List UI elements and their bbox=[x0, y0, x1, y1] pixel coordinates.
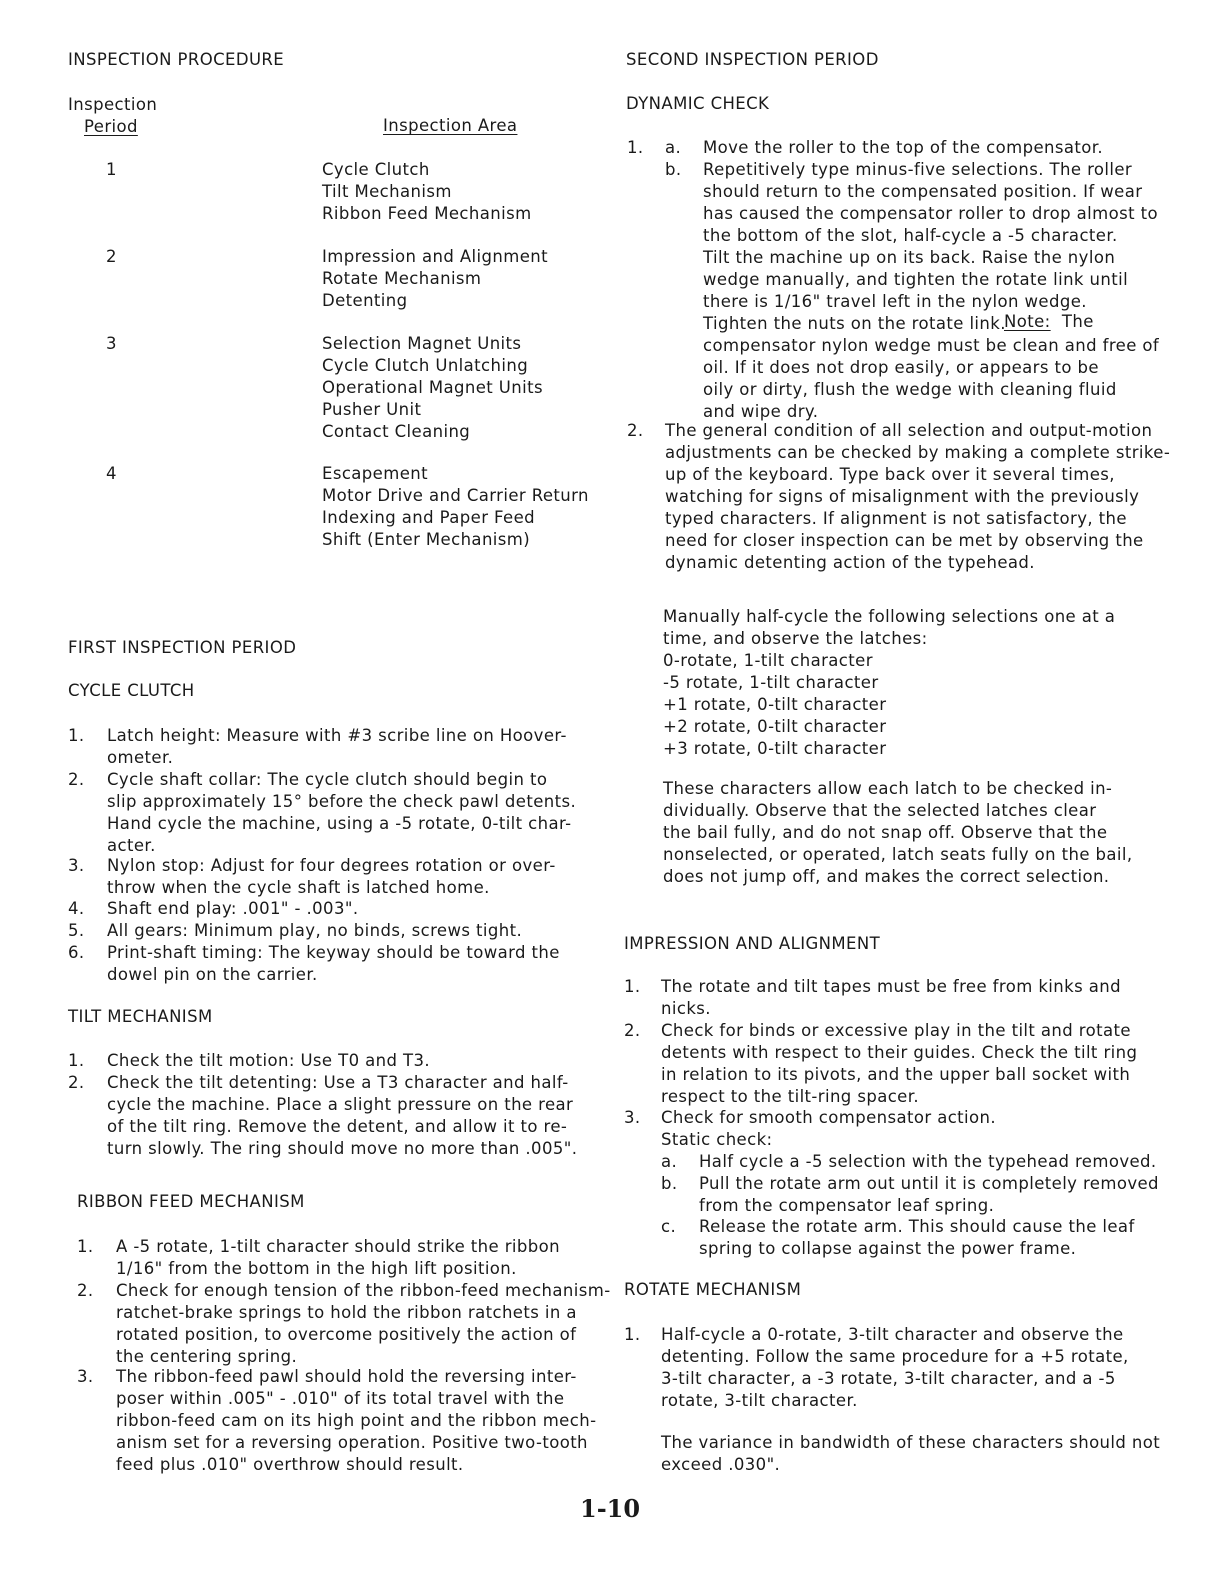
dynamic-2-line: watching for signs of misalignment with the previously bbox=[665, 487, 1140, 506]
dynamic-2-line: adjustments can be checked by making a complete strike- bbox=[665, 443, 1171, 462]
cycle-clutch-item-number: 3. bbox=[68, 856, 85, 875]
impression-2-line: detents with respect to their guides. Check the tilt ring bbox=[661, 1043, 1138, 1062]
static-a-line: Half cycle a -5 selection with the typehead removed. bbox=[699, 1152, 1157, 1171]
impression-item1-number: 1. bbox=[624, 977, 641, 996]
impression-2-line: respect to the tilt-ring spacer. bbox=[661, 1087, 920, 1106]
dynamic-b-line: there is 1/16" travel left in the nylon wedge. bbox=[703, 292, 1087, 311]
manual-half-cycle-line: Manually half-cycle the following selections one at a bbox=[663, 607, 1116, 626]
area-column-header: Inspection Area bbox=[383, 116, 518, 135]
note-tail: The bbox=[1061, 312, 1094, 331]
ribbon-item-line: ratchet-brake springs to hold the ribbon ratchets in a bbox=[116, 1303, 577, 1322]
ribbon-item-line: the centering spring. bbox=[116, 1347, 298, 1366]
rotate-variance-line: exceed .030". bbox=[661, 1455, 781, 1474]
latch-check-line: the bail fully, and do not snap off. Observe that the bbox=[663, 823, 1108, 842]
manual-half-cycle-line: 0-rotate, 1-tilt character bbox=[663, 651, 873, 670]
dynamic-b-line: wedge manually, and tighten the rotate link until bbox=[703, 270, 1129, 289]
static-sub-c-letter: c. bbox=[661, 1217, 677, 1236]
cycle-clutch-item-line: Latch height: Measure with #3 scribe line on Hoover- bbox=[107, 726, 567, 745]
ribbon-item-line: feed plus .010" overthrow should result. bbox=[116, 1455, 464, 1474]
latch-check-line: does not jump off, and makes the correct selection. bbox=[663, 867, 1110, 886]
cycle-clutch-item-line: All gears: Minimum play, no binds, screws tight. bbox=[107, 921, 523, 940]
dynamic-2-line: The general condition of all selection and output-motion bbox=[665, 421, 1153, 440]
period-number: 1 bbox=[106, 160, 117, 179]
ribbon-item-line: ribbon-feed cam on its high point and the ribbon mech- bbox=[116, 1411, 597, 1430]
page-number: 1-10 bbox=[580, 1494, 641, 1523]
static-b-line: Pull the rotate arm out until it is completely removed bbox=[699, 1174, 1159, 1193]
dynamic-2-line: need for closer inspection can be met by observing the bbox=[665, 531, 1144, 550]
impression-item2-number: 2. bbox=[624, 1021, 641, 1040]
impression-1-line: nicks. bbox=[661, 999, 711, 1018]
cycle-clutch-item-line: Hand cycle the machine, using a -5 rotate, 0-tilt char- bbox=[107, 814, 572, 833]
cycle-clutch-item-line: throw when the cycle shaft is latched home. bbox=[107, 878, 490, 897]
ribbon-item-line: rotated position, to overcome positively the action of bbox=[116, 1325, 577, 1344]
cycle-clutch-item-number: 5. bbox=[68, 921, 85, 940]
inspection-area-item: Motor Drive and Carrier Return bbox=[322, 486, 589, 505]
dynamic-check-heading: DYNAMIC CHECK bbox=[626, 94, 770, 113]
inspection-area-item: Cycle Clutch bbox=[322, 160, 430, 179]
dynamic-item2-number: 2. bbox=[627, 421, 644, 440]
manual-half-cycle-line: +3 rotate, 0-tilt character bbox=[663, 739, 887, 758]
dynamic-b-line: and wipe dry. bbox=[703, 402, 819, 421]
ribbon-item-line: anism set for a reversing operation. Positive two-tooth bbox=[116, 1433, 588, 1452]
tilt-item-number: 1. bbox=[68, 1051, 85, 1070]
latch-check-line: These characters allow each latch to be checked in- bbox=[663, 779, 1113, 798]
inspection-area-item: Selection Magnet Units bbox=[322, 334, 522, 353]
inspection-area-item: Impression and Alignment bbox=[322, 247, 548, 266]
manual-half-cycle-line: +1 rotate, 0-tilt character bbox=[663, 695, 887, 714]
cycle-clutch-item-line: dowel pin on the carrier. bbox=[107, 965, 318, 984]
cycle-clutch-item-number: 1. bbox=[68, 726, 85, 745]
note-inline bbox=[1004, 311, 1094, 333]
static-b-line: from the compensator leaf spring. bbox=[699, 1196, 995, 1215]
dynamic-b-line: Tilt the machine up on its back. Raise the nylon bbox=[703, 248, 1116, 267]
dynamic-a-line: Move the roller to the top of the compensator. bbox=[703, 138, 1104, 157]
impression-2-line: in relation to its pivots, and the upper ball socket with bbox=[661, 1065, 1131, 1084]
dynamic-item-a-letter: a. bbox=[665, 138, 682, 157]
dynamic-b-line: oil. If it does not drop easily, or appears to be bbox=[703, 358, 1099, 377]
tilt-item-line: Check the tilt detenting: Use a T3 character and half- bbox=[107, 1073, 569, 1092]
period-header-line2: Period bbox=[84, 117, 138, 136]
inspection-area-item: Escapement bbox=[322, 464, 428, 483]
dynamic-2-line: up of the keyboard. Type back over it several times, bbox=[665, 465, 1115, 484]
impression-3-line: Static check: bbox=[661, 1130, 773, 1149]
first-period-heading: FIRST INSPECTION PERIOD bbox=[68, 638, 297, 657]
impression-1-line: The rotate and tilt tapes must be free from kinks and bbox=[661, 977, 1121, 996]
rotate-mechanism-heading: ROTATE MECHANISM bbox=[624, 1280, 802, 1299]
static-sub-a-letter: a. bbox=[661, 1152, 678, 1171]
tilt-item-number: 2. bbox=[68, 1073, 85, 1092]
ribbon-item-number: 1. bbox=[77, 1237, 94, 1256]
period-number: 4 bbox=[106, 464, 117, 483]
tilt-mechanism-heading: TILT MECHANISM bbox=[68, 1007, 213, 1026]
ribbon-item-line: A -5 rotate, 1-tilt character should strike the ribbon bbox=[116, 1237, 560, 1256]
latch-check-line: dividually. Observe that the selected latches clear bbox=[663, 801, 1097, 820]
dynamic-2-line: dynamic detenting action of the typehead. bbox=[665, 553, 1035, 572]
cycle-clutch-item-line: Nylon stop: Adjust for four degrees rotation or over- bbox=[107, 856, 556, 875]
inspection-area-item: Shift (Enter Mechanism) bbox=[322, 530, 531, 549]
period-number: 3 bbox=[106, 334, 117, 353]
cycle-clutch-item-number: 2. bbox=[68, 770, 85, 789]
cycle-clutch-heading: CYCLE CLUTCH bbox=[68, 681, 195, 700]
inspection-area-item: Pusher Unit bbox=[322, 400, 422, 419]
period-number: 2 bbox=[106, 247, 117, 266]
dynamic-b-line: the bottom of the slot, half-cycle a -5 character. bbox=[703, 226, 1118, 245]
inspection-area-item: Ribbon Feed Mechanism bbox=[322, 204, 532, 223]
manual-half-cycle-line: +2 rotate, 0-tilt character bbox=[663, 717, 887, 736]
manual-half-cycle-line: -5 rotate, 1-tilt character bbox=[663, 673, 879, 692]
inspection-area-item: Cycle Clutch Unlatching bbox=[322, 356, 529, 375]
dynamic-b-line: should return to the compensated position. If wear bbox=[703, 182, 1143, 201]
tilt-item-line: Check the tilt motion: Use T0 and T3. bbox=[107, 1051, 431, 1070]
ribbon-item-line: Check for enough tension of the ribbon-feed mechanism- bbox=[116, 1281, 611, 1300]
cycle-clutch-item-line: slip approximately 15° before the check pawl detents. bbox=[107, 792, 577, 811]
ribbon-item-number: 3. bbox=[77, 1367, 94, 1386]
static-sub-b-letter: b. bbox=[661, 1174, 678, 1193]
rotate-item1-number: 1. bbox=[624, 1325, 641, 1344]
second-period-heading: SECOND INSPECTION PERIOD bbox=[626, 50, 879, 69]
static-c-line: spring to collapse against the power frame. bbox=[699, 1239, 1077, 1258]
inspection-area-item: Indexing and Paper Feed bbox=[322, 508, 536, 527]
dynamic-b-line: Tighten the nuts on the rotate link. bbox=[703, 314, 1006, 333]
impression-3-line: Check for smooth compensator action. bbox=[661, 1108, 997, 1127]
cycle-clutch-item-line: acter. bbox=[107, 836, 156, 855]
dynamic-item-number: 1. bbox=[627, 138, 644, 157]
rotate-1-line: Half-cycle a 0-rotate, 3-tilt character and observe the bbox=[661, 1325, 1124, 1344]
ribbon-item-number: 2. bbox=[77, 1281, 94, 1300]
impression-item3-number: 3. bbox=[624, 1108, 641, 1127]
tilt-item-line: turn slowly. The ring should move no more than .005". bbox=[107, 1139, 578, 1158]
inspection-area-item: Detenting bbox=[322, 291, 408, 310]
ribbon-item-line: poser within .005" - .010" of its total travel with the bbox=[116, 1389, 565, 1408]
ribbon-feed-heading: RIBBON FEED MECHANISM bbox=[77, 1192, 305, 1211]
cycle-clutch-item-number: 4. bbox=[68, 899, 85, 918]
latch-check-line: nonselected, or operated, latch seats fully on the bail, bbox=[663, 845, 1133, 864]
dynamic-item-b-letter: b. bbox=[665, 160, 682, 179]
impression-alignment-heading: IMPRESSION AND ALIGNMENT bbox=[624, 934, 881, 953]
rotate-1-line: 3-tilt character, a -3 rotate, 3-tilt character, and a -5 bbox=[661, 1369, 1116, 1388]
ribbon-item-line: 1/16" from the bottom in the high lift position. bbox=[116, 1259, 517, 1278]
period-header-line1: Inspection bbox=[68, 95, 158, 114]
rotate-1-line: detenting. Follow the same procedure for a +5 rotate, bbox=[661, 1347, 1129, 1366]
manual-half-cycle-line: time, and observe the latches: bbox=[663, 629, 928, 648]
ribbon-item-line: The ribbon-feed pawl should hold the reversing inter- bbox=[116, 1367, 577, 1386]
dynamic-b-line: has caused the compensator roller to drop almost to bbox=[703, 204, 1158, 223]
dynamic-b-line: compensator nylon wedge must be clean and free of bbox=[703, 336, 1160, 355]
dynamic-2-line: typed characters. If alignment is not satisfactory, the bbox=[665, 509, 1127, 528]
cycle-clutch-item-line: Cycle shaft collar: The cycle clutch should begin to bbox=[107, 770, 548, 789]
rotate-variance-line: The variance in bandwidth of these characters should not bbox=[661, 1433, 1161, 1452]
tilt-item-line: of the tilt ring. Remove the detent, and allow it to re- bbox=[107, 1117, 568, 1136]
dynamic-b-line: Repetitively type minus-five selections. The roller bbox=[703, 160, 1133, 179]
cycle-clutch-item-line: ometer. bbox=[107, 748, 174, 767]
cycle-clutch-item-line: Print-shaft timing: The keyway should be toward the bbox=[107, 943, 560, 962]
inspection-area-item: Rotate Mechanism bbox=[322, 269, 482, 288]
dynamic-b-line: oily or dirty, flush the wedge with cleaning fluid bbox=[703, 380, 1117, 399]
note-label: Note: bbox=[1004, 312, 1051, 331]
impression-2-line: Check for binds or excessive play in the tilt and rotate bbox=[661, 1021, 1131, 1040]
rotate-1-line: rotate, 3-tilt character. bbox=[661, 1391, 858, 1410]
period-column-header bbox=[68, 94, 157, 138]
tilt-item-line: cycle the machine. Place a slight pressure on the rear bbox=[107, 1095, 574, 1114]
cycle-clutch-item-line: Shaft end play: .001" - .003". bbox=[107, 899, 359, 918]
inspection-area-item: Operational Magnet Units bbox=[322, 378, 543, 397]
inspection-procedure-heading: INSPECTION PROCEDURE bbox=[68, 50, 285, 69]
static-c-line: Release the rotate arm. This should cause the leaf bbox=[699, 1217, 1135, 1236]
inspection-area-item: Contact Cleaning bbox=[322, 422, 471, 441]
inspection-area-item: Tilt Mechanism bbox=[322, 182, 452, 201]
cycle-clutch-item-number: 6. bbox=[68, 943, 85, 962]
